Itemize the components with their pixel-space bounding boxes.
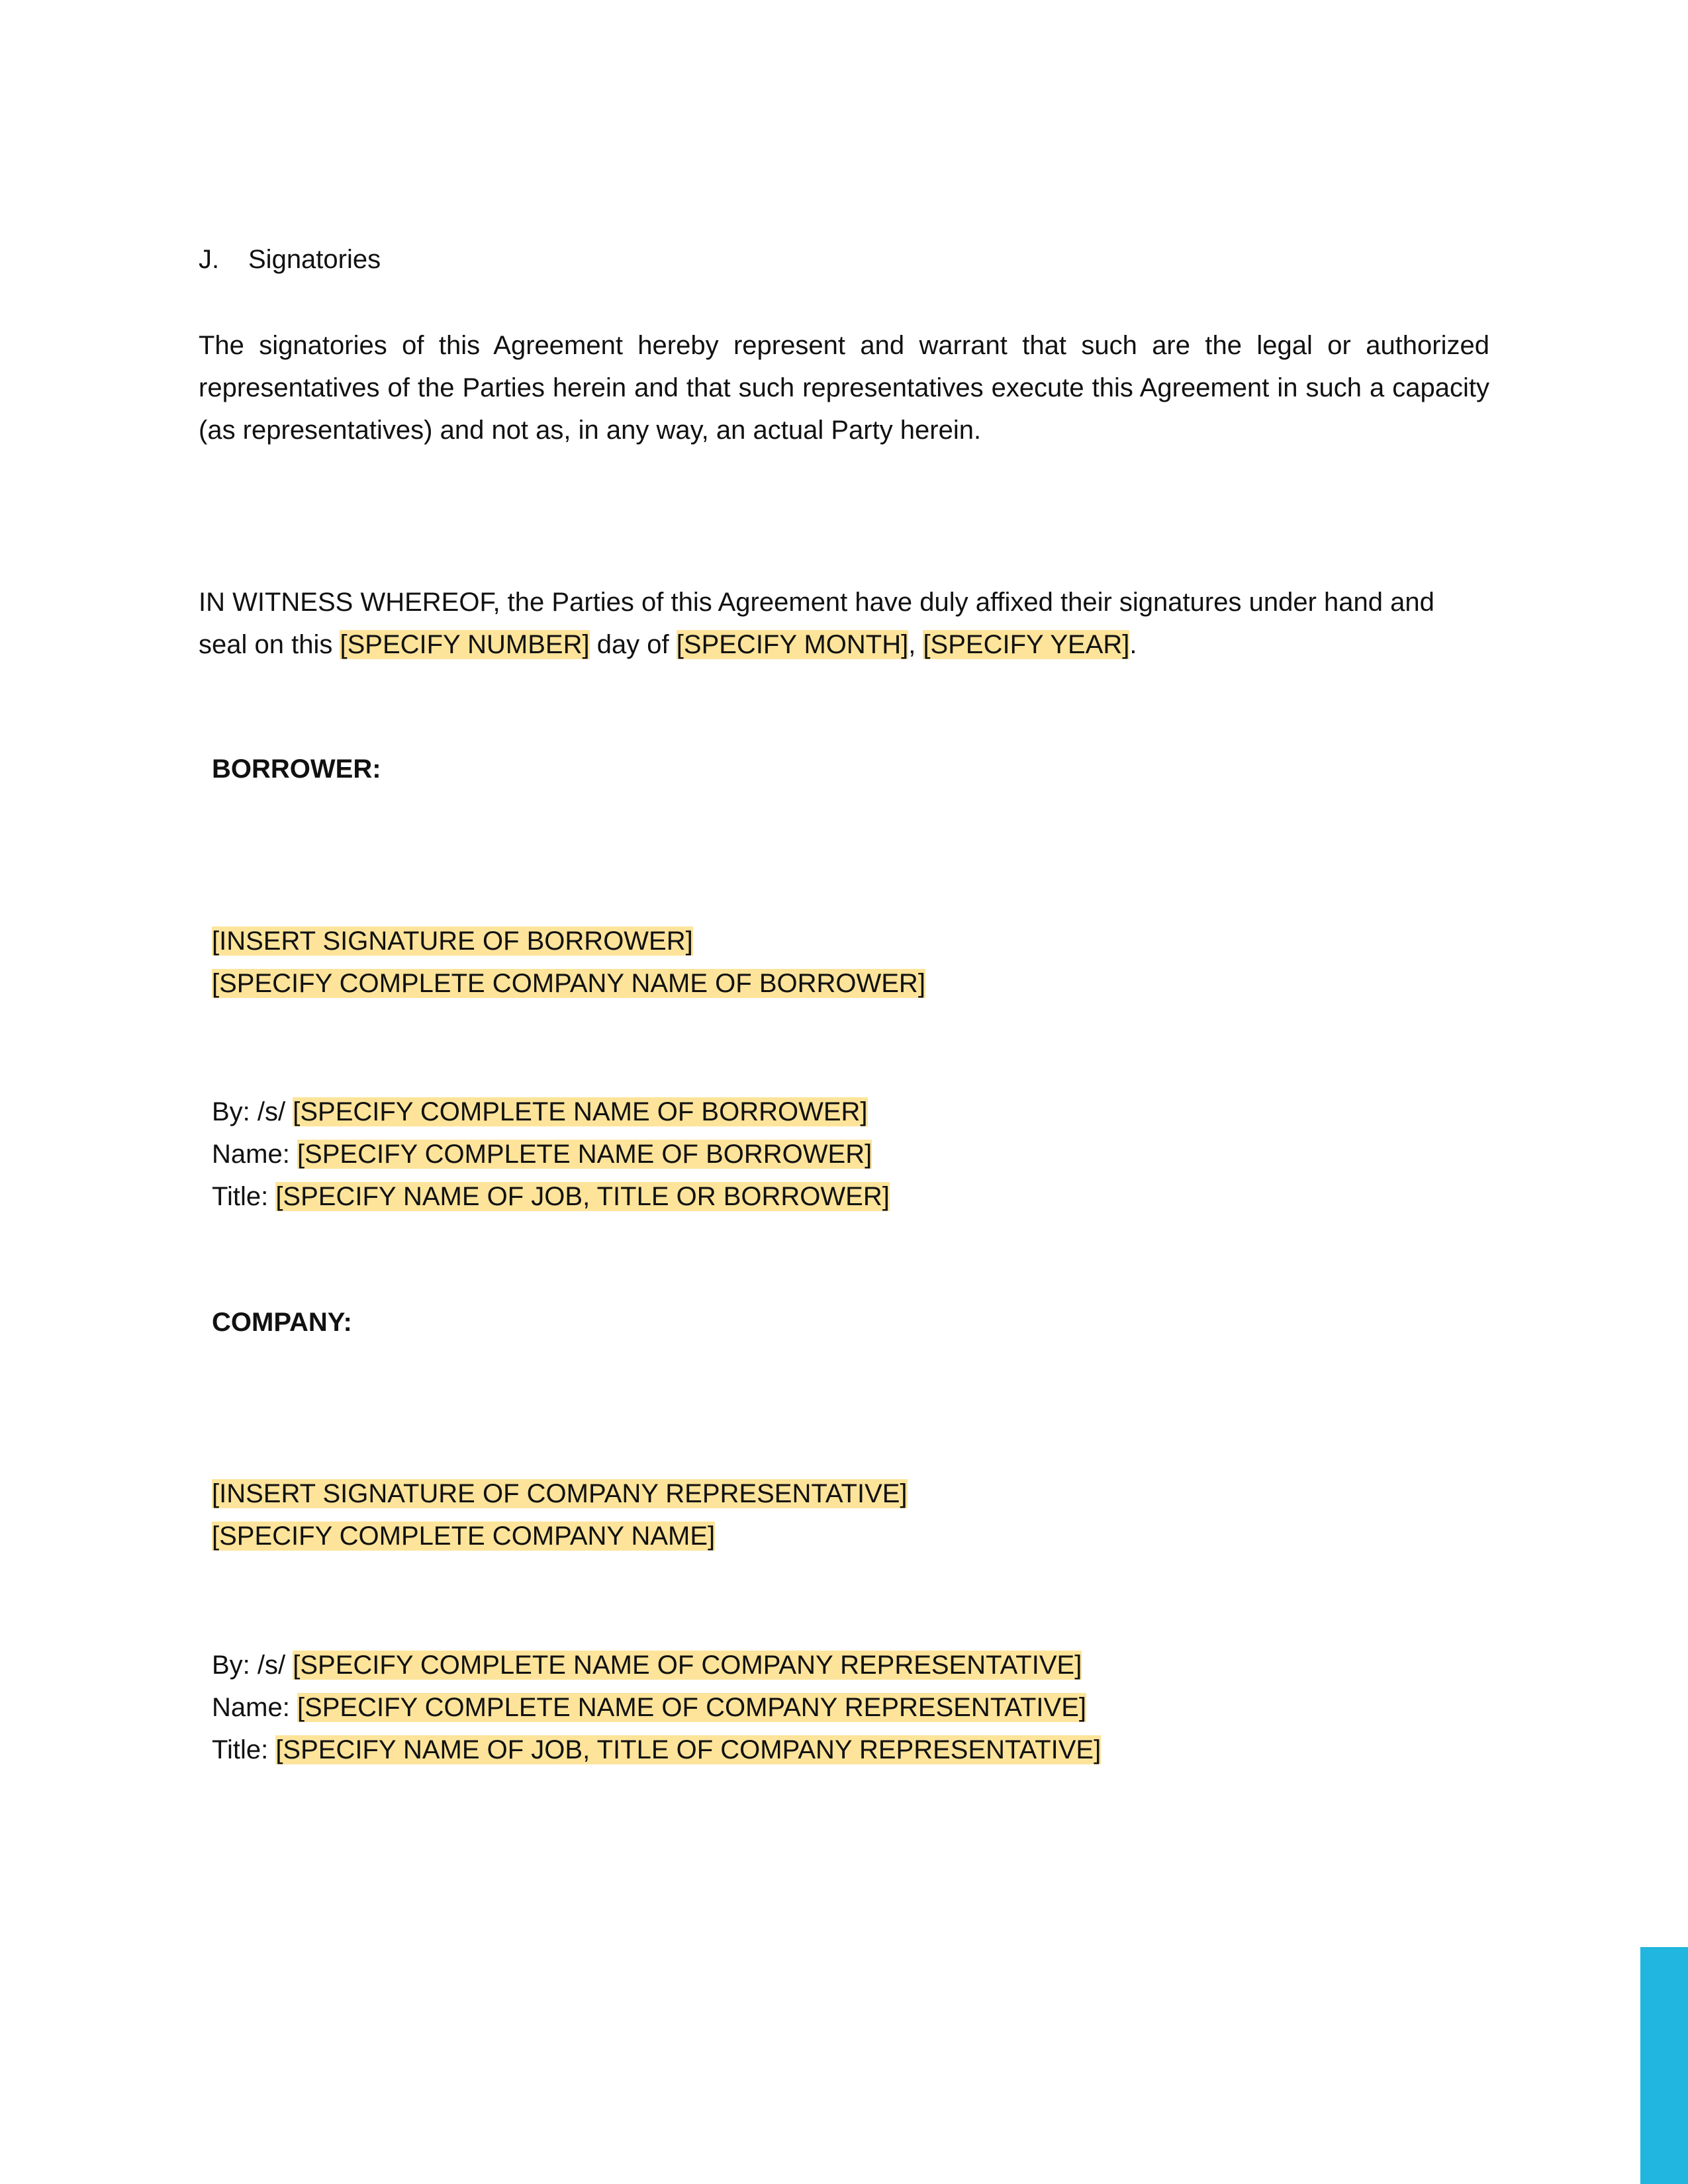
section-heading [199, 238, 381, 281]
company-signature-placeholder[interactable]: [INSERT SIGNATURE OF COMPANY REPRESENTATIVE] [212, 1479, 908, 1508]
borrower-details-block [212, 1091, 1403, 1218]
borrower-signature-block [212, 920, 1403, 1005]
witness-paragraph [199, 581, 1489, 666]
company-details-block [212, 1644, 1403, 1771]
borrower-title-label: Title: [212, 1182, 276, 1211]
witness-day-of-text: day of [589, 630, 677, 659]
section-number: J. [199, 245, 220, 274]
company-title-line [212, 1729, 1403, 1771]
borrower-section-label [212, 748, 1403, 790]
company-title-placeholder[interactable]: [SPECIFY NAME OF JOB, TITLE OF COMPANY REPRESENTATIVE] [275, 1735, 1102, 1764]
borrower-name-label: Name: [212, 1140, 297, 1169]
witness-comma: , [908, 630, 923, 659]
company-representative-name-placeholder[interactable]: [SPECIFY COMPLETE NAME OF COMPANY REPRESENTATIVE] [297, 1693, 1087, 1722]
company-title-label: Title: [212, 1735, 276, 1764]
borrower-title-line [212, 1175, 1403, 1218]
company-label: COMPANY: [212, 1308, 352, 1337]
side-accent-tab [1640, 1947, 1688, 2184]
company-by-label: By: /s/ [212, 1651, 293, 1680]
borrower-title-placeholder[interactable]: [SPECIFY NAME OF JOB, TITLE OR BORROWER] [275, 1182, 890, 1211]
borrower-signature-placeholder[interactable]: [INSERT SIGNATURE OF BORROWER] [212, 927, 693, 956]
day-number-placeholder[interactable]: [SPECIFY NUMBER] [340, 630, 590, 659]
month-placeholder[interactable]: [SPECIFY MONTH] [676, 630, 909, 659]
borrower-by-label: By: /s/ [212, 1097, 293, 1126]
borrower-by-line [212, 1091, 1403, 1133]
section-title: Signatories [248, 245, 381, 274]
company-section-label [212, 1301, 1403, 1343]
company-name-label: Name: [212, 1693, 297, 1722]
borrower-name-placeholder[interactable]: [SPECIFY COMPLETE NAME OF BORROWER] [297, 1140, 872, 1169]
borrower-label: BORROWER: [212, 754, 381, 784]
year-placeholder[interactable]: [SPECIFY YEAR] [923, 630, 1130, 659]
witness-text: IN WITNESS WHEREOF, the Parties of this Agreement have duly affixed their signatures under hand and seal on this [199, 588, 1434, 659]
representation-paragraph: The signatories of this Agreement hereby represent and warrant that such are the legal or authorized representatives of the Parties herein and that such representatives execute this Agreement in such a capacity (as representatives) and not as, in any way, an actual Party herein. [199, 331, 1489, 445]
company-by-line [212, 1644, 1403, 1686]
company-name-placeholder[interactable]: [SPECIFY COMPLETE COMPANY NAME] [212, 1522, 716, 1551]
witness-period: . [1129, 630, 1137, 659]
borrower-by-placeholder[interactable]: [SPECIFY COMPLETE NAME OF BORROWER] [293, 1097, 868, 1126]
borrower-name-line [212, 1133, 1403, 1175]
company-by-placeholder[interactable]: [SPECIFY COMPLETE NAME OF COMPANY REPRESENTATIVE] [293, 1651, 1082, 1680]
company-name-line [212, 1686, 1403, 1729]
company-signature-block [212, 1473, 1403, 1557]
borrower-company-name-placeholder[interactable]: [SPECIFY COMPLETE COMPANY NAME OF BORROWER] [212, 969, 925, 998]
